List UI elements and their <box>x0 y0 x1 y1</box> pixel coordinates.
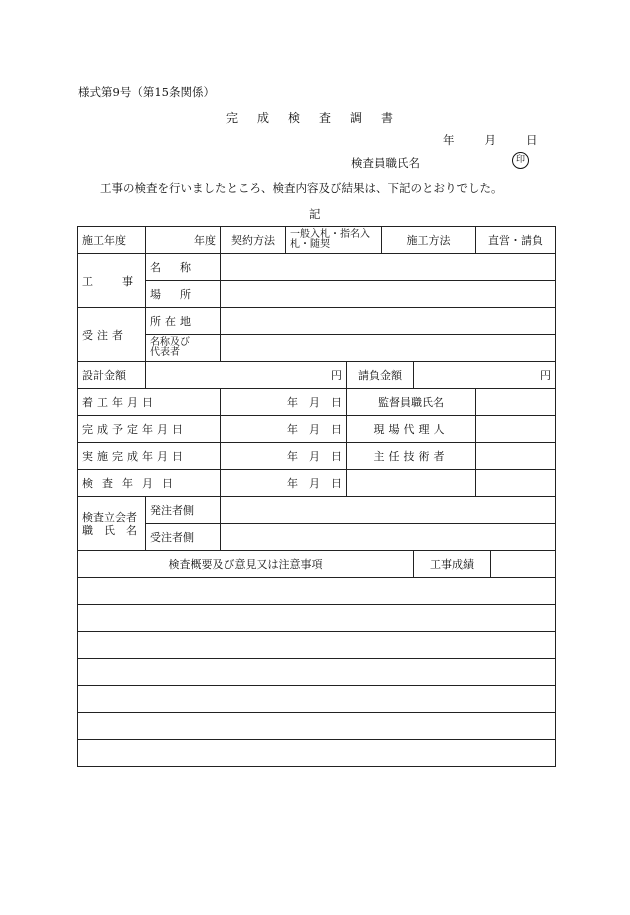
notes-line <box>78 740 556 767</box>
table-row <box>78 443 556 470</box>
date-month: 月 <box>484 133 496 147</box>
table-row <box>78 551 556 578</box>
notes-row <box>78 632 556 659</box>
inspector-label: 検査員職氏名 <box>351 156 420 170</box>
document-title: 完成検査調書 <box>226 111 413 125</box>
name-rep-line-2: 代表者 <box>150 347 180 358</box>
witness-label-line-1: 検査立会者 <box>82 510 137 524</box>
contract-method-label: 契約方法 <box>221 227 286 254</box>
notes-line <box>78 713 556 740</box>
fiscal-year-label: 施工年度 <box>78 227 146 254</box>
start-date-ymd: 年 月 日 <box>221 389 347 416</box>
name-label: 名 称 <box>146 254 221 281</box>
contract-amount-yen: 円 <box>414 362 556 389</box>
date-year: 年 <box>443 133 455 147</box>
table-row <box>78 227 556 254</box>
table-row <box>78 308 556 335</box>
table-row <box>78 281 556 308</box>
summary-label: 検査概要及び意見又は注意事項 <box>78 551 414 578</box>
inspection-form-table <box>77 226 556 767</box>
table-row <box>78 416 556 443</box>
table-row <box>78 335 556 362</box>
client-side-field <box>221 497 556 524</box>
notes-row <box>78 578 556 605</box>
work-place-field <box>221 281 556 308</box>
start-date-label: 着工年月日 <box>78 389 221 416</box>
design-amount-yen: 円 <box>146 362 347 389</box>
contractor-side-label: 受注者側 <box>146 524 221 551</box>
table-row <box>78 470 556 497</box>
work-label: 工 事 <box>78 254 146 308</box>
site-agent-label: 現場代理人 <box>347 416 476 443</box>
form-number: 様式第9号（第15条関係） <box>78 85 215 99</box>
site-agent-field <box>476 416 556 443</box>
contractor-side-field <box>221 524 556 551</box>
witness-label <box>78 497 146 551</box>
date-line <box>443 132 538 148</box>
inspection-date-label: 検査年月日 <box>78 470 221 497</box>
work-name-field <box>221 254 556 281</box>
address-field <box>221 308 556 335</box>
notes-row <box>78 686 556 713</box>
grade-field <box>491 551 556 578</box>
chief-engineer-label: 主任技術者 <box>347 443 476 470</box>
construction-method-label: 施工方法 <box>382 227 476 254</box>
name-rep-line-1: 名称及び <box>150 337 190 348</box>
notes-line <box>78 605 556 632</box>
supervisor-field <box>476 389 556 416</box>
notes-row <box>78 659 556 686</box>
intro-text: 工事の検査を行いましたところ、検査内容及び結果は、下記のとおりでした。 <box>100 181 503 195</box>
witness-label-line-2: 職 氏 名 <box>82 523 137 537</box>
notes-row <box>78 740 556 767</box>
actual-completion-ymd: 年 月 日 <box>221 443 347 470</box>
notes-row <box>78 713 556 740</box>
contract-method-value: 一般入札・指名入札・随契 <box>286 227 382 254</box>
chief-engineer-field <box>476 443 556 470</box>
client-side-label: 発注者側 <box>146 497 221 524</box>
notes-line <box>78 632 556 659</box>
ki-heading: 記 <box>309 207 321 221</box>
grade-label: 工事成績 <box>414 551 491 578</box>
inspection-date-ymd: 年 月 日 <box>221 470 347 497</box>
inspection-empty-field-2 <box>476 470 556 497</box>
date-day: 日 <box>526 133 538 147</box>
place-label: 場 所 <box>146 281 221 308</box>
address-label: 所在地 <box>146 308 221 335</box>
table-row <box>78 524 556 551</box>
name-rep-field <box>221 335 556 362</box>
name-rep-label <box>146 335 221 362</box>
seal-icon: 印 <box>512 152 529 169</box>
design-amount-label: 設計金額 <box>78 362 146 389</box>
construction-method-value: 直営・請負 <box>476 227 556 254</box>
notes-line <box>78 686 556 713</box>
table-row <box>78 497 556 524</box>
notes-line <box>78 578 556 605</box>
supervisor-label: 監督員職氏名 <box>347 389 476 416</box>
inspection-empty-field <box>347 470 476 497</box>
contractor-label: 受注者 <box>78 308 146 362</box>
notes-row <box>78 605 556 632</box>
contract-amount-label: 請負金額 <box>347 362 414 389</box>
fiscal-year-unit: 年度 <box>146 227 221 254</box>
table-row <box>78 389 556 416</box>
actual-completion-label: 実施完成年月日 <box>78 443 221 470</box>
planned-completion-label: 完成予定年月日 <box>78 416 221 443</box>
planned-completion-ymd: 年 月 日 <box>221 416 347 443</box>
table-row <box>78 254 556 281</box>
table-row <box>78 362 556 389</box>
notes-line <box>78 659 556 686</box>
